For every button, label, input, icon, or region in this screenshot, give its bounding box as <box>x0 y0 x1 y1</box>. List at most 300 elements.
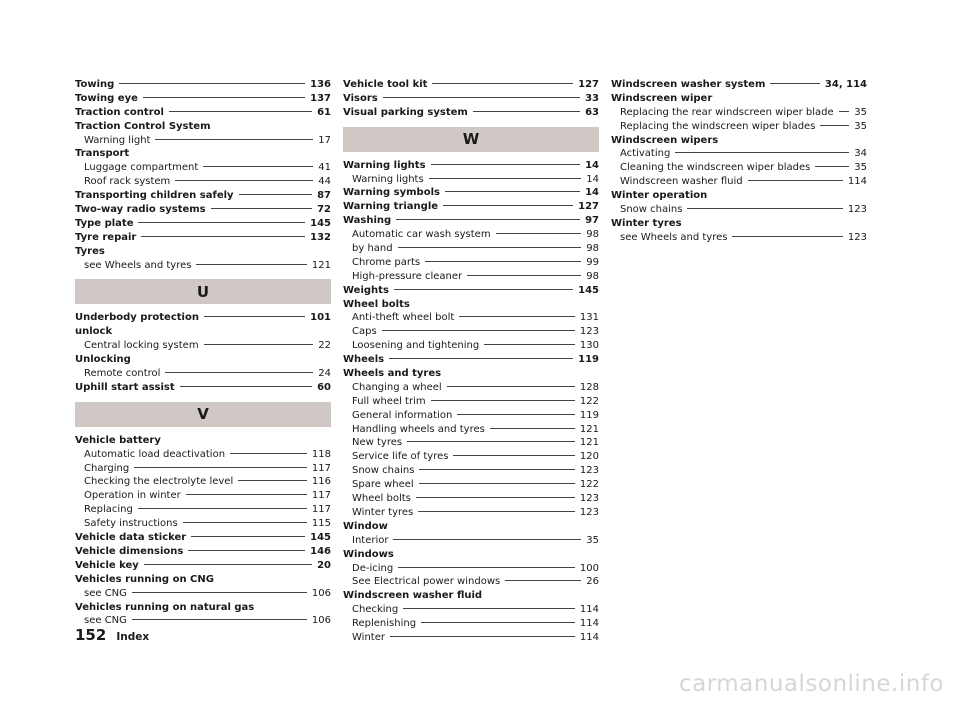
entry-label: See Electrical power windows <box>352 576 501 588</box>
index-subentry <box>343 617 599 631</box>
index-subentry <box>343 242 599 256</box>
page-ref: 106 <box>311 587 331 599</box>
leader-line <box>394 289 573 290</box>
index-subentry <box>75 134 331 148</box>
entry-label: Charging <box>84 462 130 474</box>
leader-line <box>132 592 307 593</box>
entry-label: Full wheel trim <box>352 395 426 407</box>
leader-line <box>459 316 575 317</box>
page-ref: 119 <box>578 354 599 366</box>
entry-label: Warning light <box>84 134 151 146</box>
entry-label: see CNG <box>84 615 127 627</box>
page-ref: 131 <box>579 312 599 324</box>
entry-label: Replenishing <box>352 618 417 630</box>
page-ref: 116 <box>311 476 331 488</box>
entry-label: Transport <box>75 148 130 160</box>
entry-label: Vehicle data sticker <box>75 532 187 544</box>
index-entry <box>611 189 867 203</box>
page-ref: 145 <box>310 532 331 544</box>
index-subentry <box>343 534 599 548</box>
index-entry <box>343 214 599 228</box>
section-label: Index <box>116 631 150 643</box>
leader-line <box>143 97 305 98</box>
leader-line <box>398 247 582 248</box>
index-entry <box>75 147 331 161</box>
index-entry <box>75 106 331 120</box>
entry-label: Activating <box>620 148 671 160</box>
leader-line <box>186 494 307 495</box>
index-subentry <box>75 259 331 273</box>
index-entry <box>343 284 599 298</box>
leader-line <box>505 580 581 581</box>
entry-label: Winter tyres <box>352 506 414 518</box>
entry-label: General information <box>352 409 453 421</box>
entry-label: Winter <box>352 631 385 643</box>
entry-label: Warning triangle <box>343 201 439 213</box>
page-ref: 35 <box>586 534 599 546</box>
index-subentry <box>75 503 331 517</box>
index-entry <box>75 231 331 245</box>
leader-line <box>403 608 575 609</box>
entry-label: Warning lights <box>343 159 426 171</box>
index-subentry <box>343 339 599 353</box>
page-ref: 97 <box>585 215 599 227</box>
page-ref: 132 <box>310 231 331 243</box>
index-entry <box>343 548 599 562</box>
entry-label: Replacing the rear windscreen wiper blade <box>620 106 834 118</box>
page-ref: 118 <box>311 448 331 460</box>
entry-label: Windscreen wiper <box>611 92 713 104</box>
leader-line <box>138 222 305 223</box>
page-ref: 121 <box>311 259 331 271</box>
section-letter-w: W <box>343 127 599 152</box>
page-ref: 117 <box>311 490 331 502</box>
leader-line <box>393 539 581 540</box>
index-subentry <box>611 106 867 120</box>
leader-line <box>447 386 575 387</box>
entry-label: Vehicle tool kit <box>343 79 428 90</box>
entry-label: Vehicles running on natural gas <box>75 601 255 613</box>
index-entry <box>343 298 599 312</box>
leader-line <box>490 428 575 429</box>
index-entry <box>75 545 331 559</box>
leader-line <box>183 522 307 523</box>
index-entry <box>75 325 331 339</box>
entry-label: by hand <box>352 243 393 255</box>
leader-line <box>432 83 573 84</box>
index-subentry <box>343 562 599 576</box>
page-ref: 146 <box>310 545 331 557</box>
page-ref: 121 <box>579 423 599 435</box>
index-subentry <box>343 228 599 242</box>
entry-label: Windscreen washer fluid <box>343 590 483 602</box>
entry-label: Traction Control System <box>75 120 211 132</box>
entry-label: Visors <box>343 92 378 104</box>
page-ref: 145 <box>578 284 599 296</box>
index-entry <box>75 189 331 203</box>
leader-line <box>443 205 573 206</box>
entry-label: Winter tyres <box>611 217 682 229</box>
page-ref: 34, 114 <box>824 79 867 90</box>
leader-line <box>418 511 575 512</box>
leader-line <box>169 111 312 112</box>
index-column-3 <box>611 78 867 245</box>
index-subentry <box>343 603 599 617</box>
index-entry <box>75 311 331 325</box>
leader-line <box>238 480 307 481</box>
page-footer <box>75 626 149 644</box>
page-ref: 128 <box>579 381 599 393</box>
index-subentry <box>343 381 599 395</box>
page-ref: 44 <box>318 176 331 188</box>
leader-line <box>770 83 820 84</box>
leader-line <box>419 469 574 470</box>
index-subentry <box>343 575 599 589</box>
leader-line <box>180 386 312 387</box>
leader-line <box>457 414 575 415</box>
index-entry <box>343 520 599 534</box>
index-subentry <box>343 631 599 645</box>
entry-label: Snow chains <box>620 204 683 216</box>
index-subentry <box>343 409 599 423</box>
entry-label: Spare wheel <box>352 479 414 491</box>
leader-line <box>196 264 306 265</box>
leader-line <box>496 233 582 234</box>
entry-label: Windscreen washer system <box>611 79 766 90</box>
index-subentry <box>343 478 599 492</box>
entry-label: Warning lights <box>352 173 424 185</box>
page-ref: 100 <box>579 562 599 574</box>
leader-line <box>396 219 580 220</box>
index-entry <box>343 367 599 381</box>
entry-label: Two-way radio systems <box>75 204 206 216</box>
index-subentry <box>343 270 599 284</box>
page-ref: 61 <box>317 106 331 118</box>
page-ref: 98 <box>586 243 599 255</box>
index-entry <box>75 217 331 231</box>
entry-label: Roof rack system <box>84 176 171 188</box>
page-ref: 123 <box>579 506 599 518</box>
entry-label: Service life of tyres <box>352 451 449 463</box>
entry-label: Winter operation <box>611 190 708 202</box>
index-entry <box>75 92 331 106</box>
entry-label: Visual parking system <box>343 106 468 118</box>
leader-line <box>429 178 582 179</box>
page-ref: 117 <box>311 504 331 516</box>
page-ref: 35 <box>854 120 867 132</box>
page-ref: 22 <box>318 340 331 352</box>
index-entry <box>343 159 599 173</box>
entry-label: Caps <box>352 326 377 338</box>
index-subentry <box>343 506 599 520</box>
entry-label: Washing <box>343 215 392 227</box>
index-subentry <box>75 475 331 489</box>
leader-line <box>445 191 580 192</box>
entry-label: Wheel bolts <box>343 298 410 310</box>
index-entry <box>611 78 867 92</box>
page-ref: 115 <box>311 518 331 530</box>
entry-label: Unlocking <box>75 354 131 366</box>
leader-line <box>675 152 849 153</box>
entry-label: New tyres <box>352 437 403 449</box>
index-subentry <box>75 489 331 503</box>
page-ref: 63 <box>585 106 599 118</box>
page-ref: 14 <box>585 159 599 171</box>
index-entry <box>611 92 867 106</box>
page-ref: 72 <box>317 204 331 216</box>
entry-label: Window <box>343 520 388 532</box>
page-ref: 98 <box>586 229 599 241</box>
leader-line <box>188 550 305 551</box>
index-entry <box>343 106 599 120</box>
entry-label: unlock <box>75 326 113 338</box>
leader-line <box>484 344 575 345</box>
index-subentry <box>343 492 599 506</box>
entry-label: Loosening and tightening <box>352 340 480 352</box>
entry-label: Wheels <box>343 354 385 366</box>
section-letter-v: V <box>75 402 331 427</box>
page-ref: 14 <box>586 173 599 185</box>
entry-label: Checking the electrolyte level <box>84 476 234 488</box>
index-subentry <box>343 325 599 339</box>
leader-line <box>453 455 574 456</box>
entry-label: High-pressure cleaner <box>352 270 463 282</box>
index-subentry <box>75 587 331 601</box>
page-ref: 121 <box>579 437 599 449</box>
index-entry <box>343 78 599 92</box>
entry-label: Wheels and tyres <box>343 368 442 380</box>
leader-line <box>839 111 850 112</box>
index-entry <box>343 589 599 603</box>
entry-label: Vehicle key <box>75 559 139 571</box>
entry-label: Central locking system <box>84 340 199 352</box>
entry-label: Underbody protection <box>75 312 199 324</box>
entry-label: Cleaning the windscreen wiper blades <box>620 162 811 174</box>
page-ref: 35 <box>854 106 867 118</box>
leader-line <box>467 275 581 276</box>
entry-label: Luggage compartment <box>84 162 199 174</box>
leader-line <box>815 166 849 167</box>
entry-label: Tyre repair <box>75 231 137 243</box>
entry-label: Snow chains <box>352 465 415 477</box>
page-ref: 35 <box>854 162 867 174</box>
leader-line <box>155 139 313 140</box>
index-subentry <box>343 173 599 187</box>
page-ref: 17 <box>318 134 331 146</box>
page-ref: 123 <box>847 231 867 243</box>
index-subentry <box>343 436 599 450</box>
leader-line <box>425 261 581 262</box>
entry-label: Changing a wheel <box>352 381 442 393</box>
entry-label: Weights <box>343 284 389 296</box>
entry-label: Automatic car wash system <box>352 229 491 241</box>
page-ref: 122 <box>579 395 599 407</box>
index-subentry <box>343 395 599 409</box>
index-entry <box>75 434 331 448</box>
entry-label: Type plate <box>75 217 134 229</box>
page-ref: 20 <box>317 559 331 571</box>
index-subentry <box>75 517 331 531</box>
leader-line <box>144 564 312 565</box>
entry-label: see Wheels and tyres <box>620 231 728 243</box>
page-ref: 114 <box>579 618 599 630</box>
entry-label: see Wheels and tyres <box>84 259 192 271</box>
leader-line <box>820 125 849 126</box>
page-ref: 123 <box>579 326 599 338</box>
index-subentry <box>343 464 599 478</box>
leader-line <box>165 372 313 373</box>
page-ref: 123 <box>579 493 599 505</box>
entry-label: Vehicle dimensions <box>75 545 184 557</box>
entry-label: Remote control <box>84 368 161 380</box>
entry-label: Replacing <box>84 504 133 516</box>
entry-label: Interior <box>352 534 389 546</box>
entry-label: Windows <box>343 548 394 560</box>
index-subentry <box>611 147 867 161</box>
leader-line <box>230 453 307 454</box>
page-ref: 130 <box>579 340 599 352</box>
index-subentry <box>611 231 867 245</box>
leader-line <box>687 208 842 209</box>
index-subentry <box>611 161 867 175</box>
index-subentry <box>343 450 599 464</box>
entry-label: Towing <box>75 79 115 90</box>
index-entry <box>611 134 867 148</box>
page-ref: 123 <box>579 465 599 477</box>
page-ref: 41 <box>318 162 331 174</box>
entry-label: Transporting children safely <box>75 190 234 202</box>
entry-label: Safety instructions <box>84 518 178 530</box>
index-subentry <box>75 339 331 353</box>
entry-label: see CNG <box>84 587 127 599</box>
index-entry <box>75 353 331 367</box>
index-entry <box>75 531 331 545</box>
leader-line <box>119 83 305 84</box>
leader-line <box>421 622 575 623</box>
page-ref: 34 <box>854 148 867 160</box>
page-ref: 117 <box>311 462 331 474</box>
page-ref: 137 <box>310 92 331 104</box>
leader-line <box>416 497 575 498</box>
entry-label: Warning symbols <box>343 187 440 199</box>
leader-line <box>431 400 575 401</box>
index-entry <box>343 92 599 106</box>
leader-line <box>203 166 313 167</box>
page-ref: 122 <box>579 479 599 491</box>
leader-line <box>732 236 842 237</box>
leader-line <box>191 536 305 537</box>
page-ref: 87 <box>317 190 331 202</box>
index-subentry <box>75 448 331 462</box>
index-subentry <box>343 256 599 270</box>
page-ref: 127 <box>578 79 599 90</box>
leader-line <box>204 344 314 345</box>
leader-line <box>239 194 313 195</box>
entry-label: Replacing the windscreen wiper blades <box>620 120 816 132</box>
entry-label: Vehicles running on CNG <box>75 573 214 585</box>
entry-label: Handling wheels and tyres <box>352 423 485 435</box>
index-subentry <box>75 161 331 175</box>
index-entry <box>343 353 599 367</box>
page-number: 152 <box>75 626 107 644</box>
index-entry <box>75 245 331 259</box>
page-ref: 24 <box>318 368 331 380</box>
index-entry <box>75 381 331 395</box>
page-ref: 114 <box>579 604 599 616</box>
index-entry <box>75 573 331 587</box>
index-subentry <box>75 367 331 381</box>
entry-label: Uphill start assist <box>75 381 175 393</box>
leader-line <box>138 508 307 509</box>
page-ref: 106 <box>311 615 331 627</box>
index-subentry <box>611 203 867 217</box>
leader-line <box>383 97 580 98</box>
leader-line <box>175 180 313 181</box>
leader-line <box>748 180 843 181</box>
leader-line <box>204 316 305 317</box>
page-ref: 33 <box>585 92 599 104</box>
section-letter-u: U <box>75 279 331 304</box>
watermark: carmanualsonline.info <box>678 671 944 697</box>
entry-label: Vehicle battery <box>75 434 161 446</box>
index-entry <box>75 601 331 615</box>
leader-line <box>407 441 575 442</box>
entry-label: Automatic load deactivation <box>84 448 226 460</box>
index-subentry <box>75 175 331 189</box>
leader-line <box>134 467 307 468</box>
index-column-1 <box>75 78 331 628</box>
leader-line <box>211 208 312 209</box>
entry-label: Tyres <box>75 245 105 257</box>
entry-label: Towing eye <box>75 92 138 104</box>
page-ref: 120 <box>579 451 599 463</box>
index-subentry <box>611 175 867 189</box>
entry-label: Traction control <box>75 106 164 118</box>
entry-label: Wheel bolts <box>352 493 411 505</box>
index-subentry <box>343 423 599 437</box>
entry-label: Windscreen washer fluid <box>620 176 743 188</box>
page-ref: 123 <box>847 204 867 216</box>
leader-line <box>473 111 580 112</box>
index-column-2 <box>343 78 599 645</box>
page-ref: 119 <box>579 409 599 421</box>
page-ref: 127 <box>578 201 599 213</box>
page-ref: 114 <box>579 631 599 643</box>
leader-line <box>389 358 573 359</box>
leader-line <box>382 330 575 331</box>
index-subentry <box>611 120 867 134</box>
index-entry <box>75 78 331 92</box>
entry-label: Operation in winter <box>84 490 181 502</box>
entry-label: De-icing <box>352 562 394 574</box>
index-entry <box>75 120 331 134</box>
index-entry <box>343 186 599 200</box>
entry-label: Anti-theft wheel bolt <box>352 312 455 324</box>
index-entry <box>611 217 867 231</box>
page-ref: 26 <box>586 576 599 588</box>
index-subentry <box>343 311 599 325</box>
index-subentry <box>75 462 331 476</box>
leader-line <box>390 636 575 637</box>
leader-line <box>398 567 575 568</box>
page-ref: 98 <box>586 270 599 282</box>
page-ref: 114 <box>847 176 867 188</box>
index-entry <box>343 200 599 214</box>
page-ref: 136 <box>310 79 331 90</box>
page-ref: 14 <box>585 187 599 199</box>
index-entry <box>75 559 331 573</box>
page-ref: 101 <box>310 312 331 324</box>
